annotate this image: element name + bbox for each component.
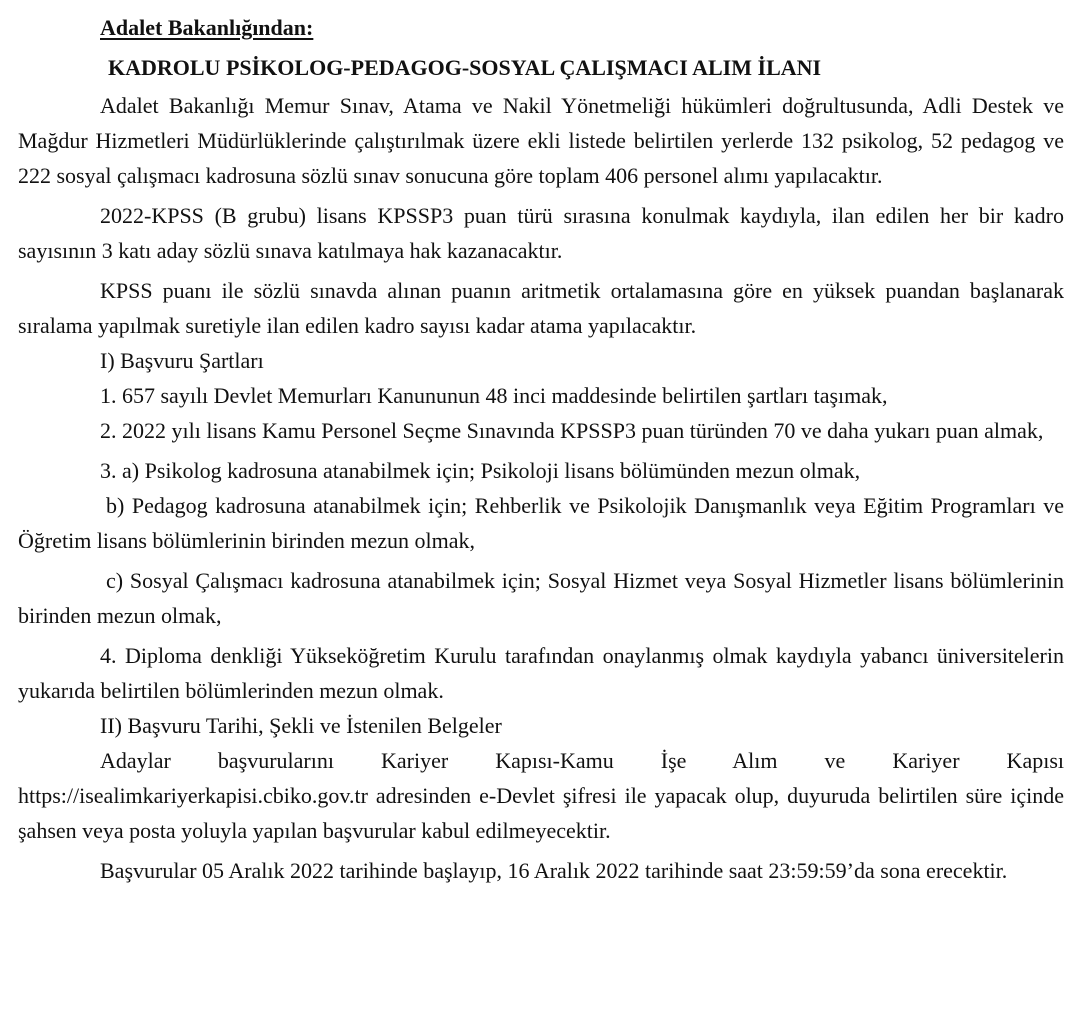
requirement-item-1: 1. 657 sayılı Devlet Memurları Kanununun 48 inci maddesinde belirtilen şartları taşımak, — [100, 383, 888, 408]
kpss-rule-paragraph: 2022-KPSS (B grubu) lisans KPSSP3 puan türü sırasına konulmak kaydıyla, ilan edilen her bir kadro sayısının 3 katı aday sözlü sınava katılmaya hak kazanacaktır. — [18, 203, 1064, 263]
intro-paragraph: Adalet Bakanlığı Memur Sınav, Atama ve Nakil Yönetmeliği hükümleri doğrultusunda, Adli Destek ve Mağdur Hizmetleri Müdürlüklerinde çalıştırılmak üzere ekli listede belirtilen yerlerde 132 psikolog, 52 pedagog ve 222 sosyal çalışmacı kadrosuna sözlü sınav sonucuna göre toplam 406 personel alımı yapılacaktır. — [18, 93, 1064, 188]
issuer-heading: Adalet Bakanlığından: — [100, 15, 314, 40]
section-1-heading: I) Başvuru Şartları — [100, 348, 264, 373]
requirement-item-3c: c) Sosyal Çalışmacı kadrosuna atanabilmek için; Sosyal Hizmet veya Sosyal Hizmetler lisans bölümlerinin birinden mezun olmak, — [18, 568, 1064, 628]
announcement-document — [18, 8, 1064, 888]
requirement-item-3a: 3. a) Psikolog kadrosuna atanabilmek için; Psikoloji lisans bölümünden mezun olmak, — [100, 458, 861, 483]
application-dates-paragraph: Başvurular 05 Aralık 2022 tarihinde başlayıp, 16 Aralık 2022 tarihinde saat 23:59:59’da sona erecektir. — [100, 858, 1008, 883]
ranking-rule-paragraph: KPSS puanı ile sözlü sınavda alınan puanın aritmetik ortalamasına göre en yüksek puandan başlanarak sıralama yapılmak suretiyle ilan edilen kadro sayısı kadar atama yapılacaktır. — [18, 278, 1064, 338]
requirement-item-4: 4. Diploma denkliği Yükseköğretim Kurulu tarafından onaylanmış olmak kaydıyla yabancı üniversitelerin yukarıda belirtilen bölümlerinden mezun olmak. — [18, 643, 1064, 703]
requirement-item-3b: b) Pedagog kadrosuna atanabilmek için; Rehberlik ve Psikolojik Danışmanlık veya Eğitim Programları ve Öğretim lisans bölümlerinin birinden mezun olmak, — [18, 493, 1064, 553]
application-method-paragraph: Adaylar başvurularını Kariyer Kapısı-Kamu İşe Alım ve Kariyer Kapısı https://isealimkariyerkapisi.cbiko.gov.tr adresinden e-Devlet şifresi ile yapacak olup, duyuruda belirtilen süre içinde şahsen veya posta yoluyla yapılan başvurular kabul edilmeyecektir. — [18, 748, 1064, 843]
section-2-heading: II) Başvuru Tarihi, Şekli ve İstenilen Belgeler — [100, 713, 502, 738]
announcement-title: KADROLU PSİKOLOG-PEDAGOG-SOSYAL ÇALIŞMACI ALIM İLANI — [108, 55, 822, 80]
requirement-item-2: 2. 2022 yılı lisans Kamu Personel Seçme Sınavında KPSSP3 puan türünden 70 ve daha yukarı puan almak, — [100, 418, 1044, 443]
